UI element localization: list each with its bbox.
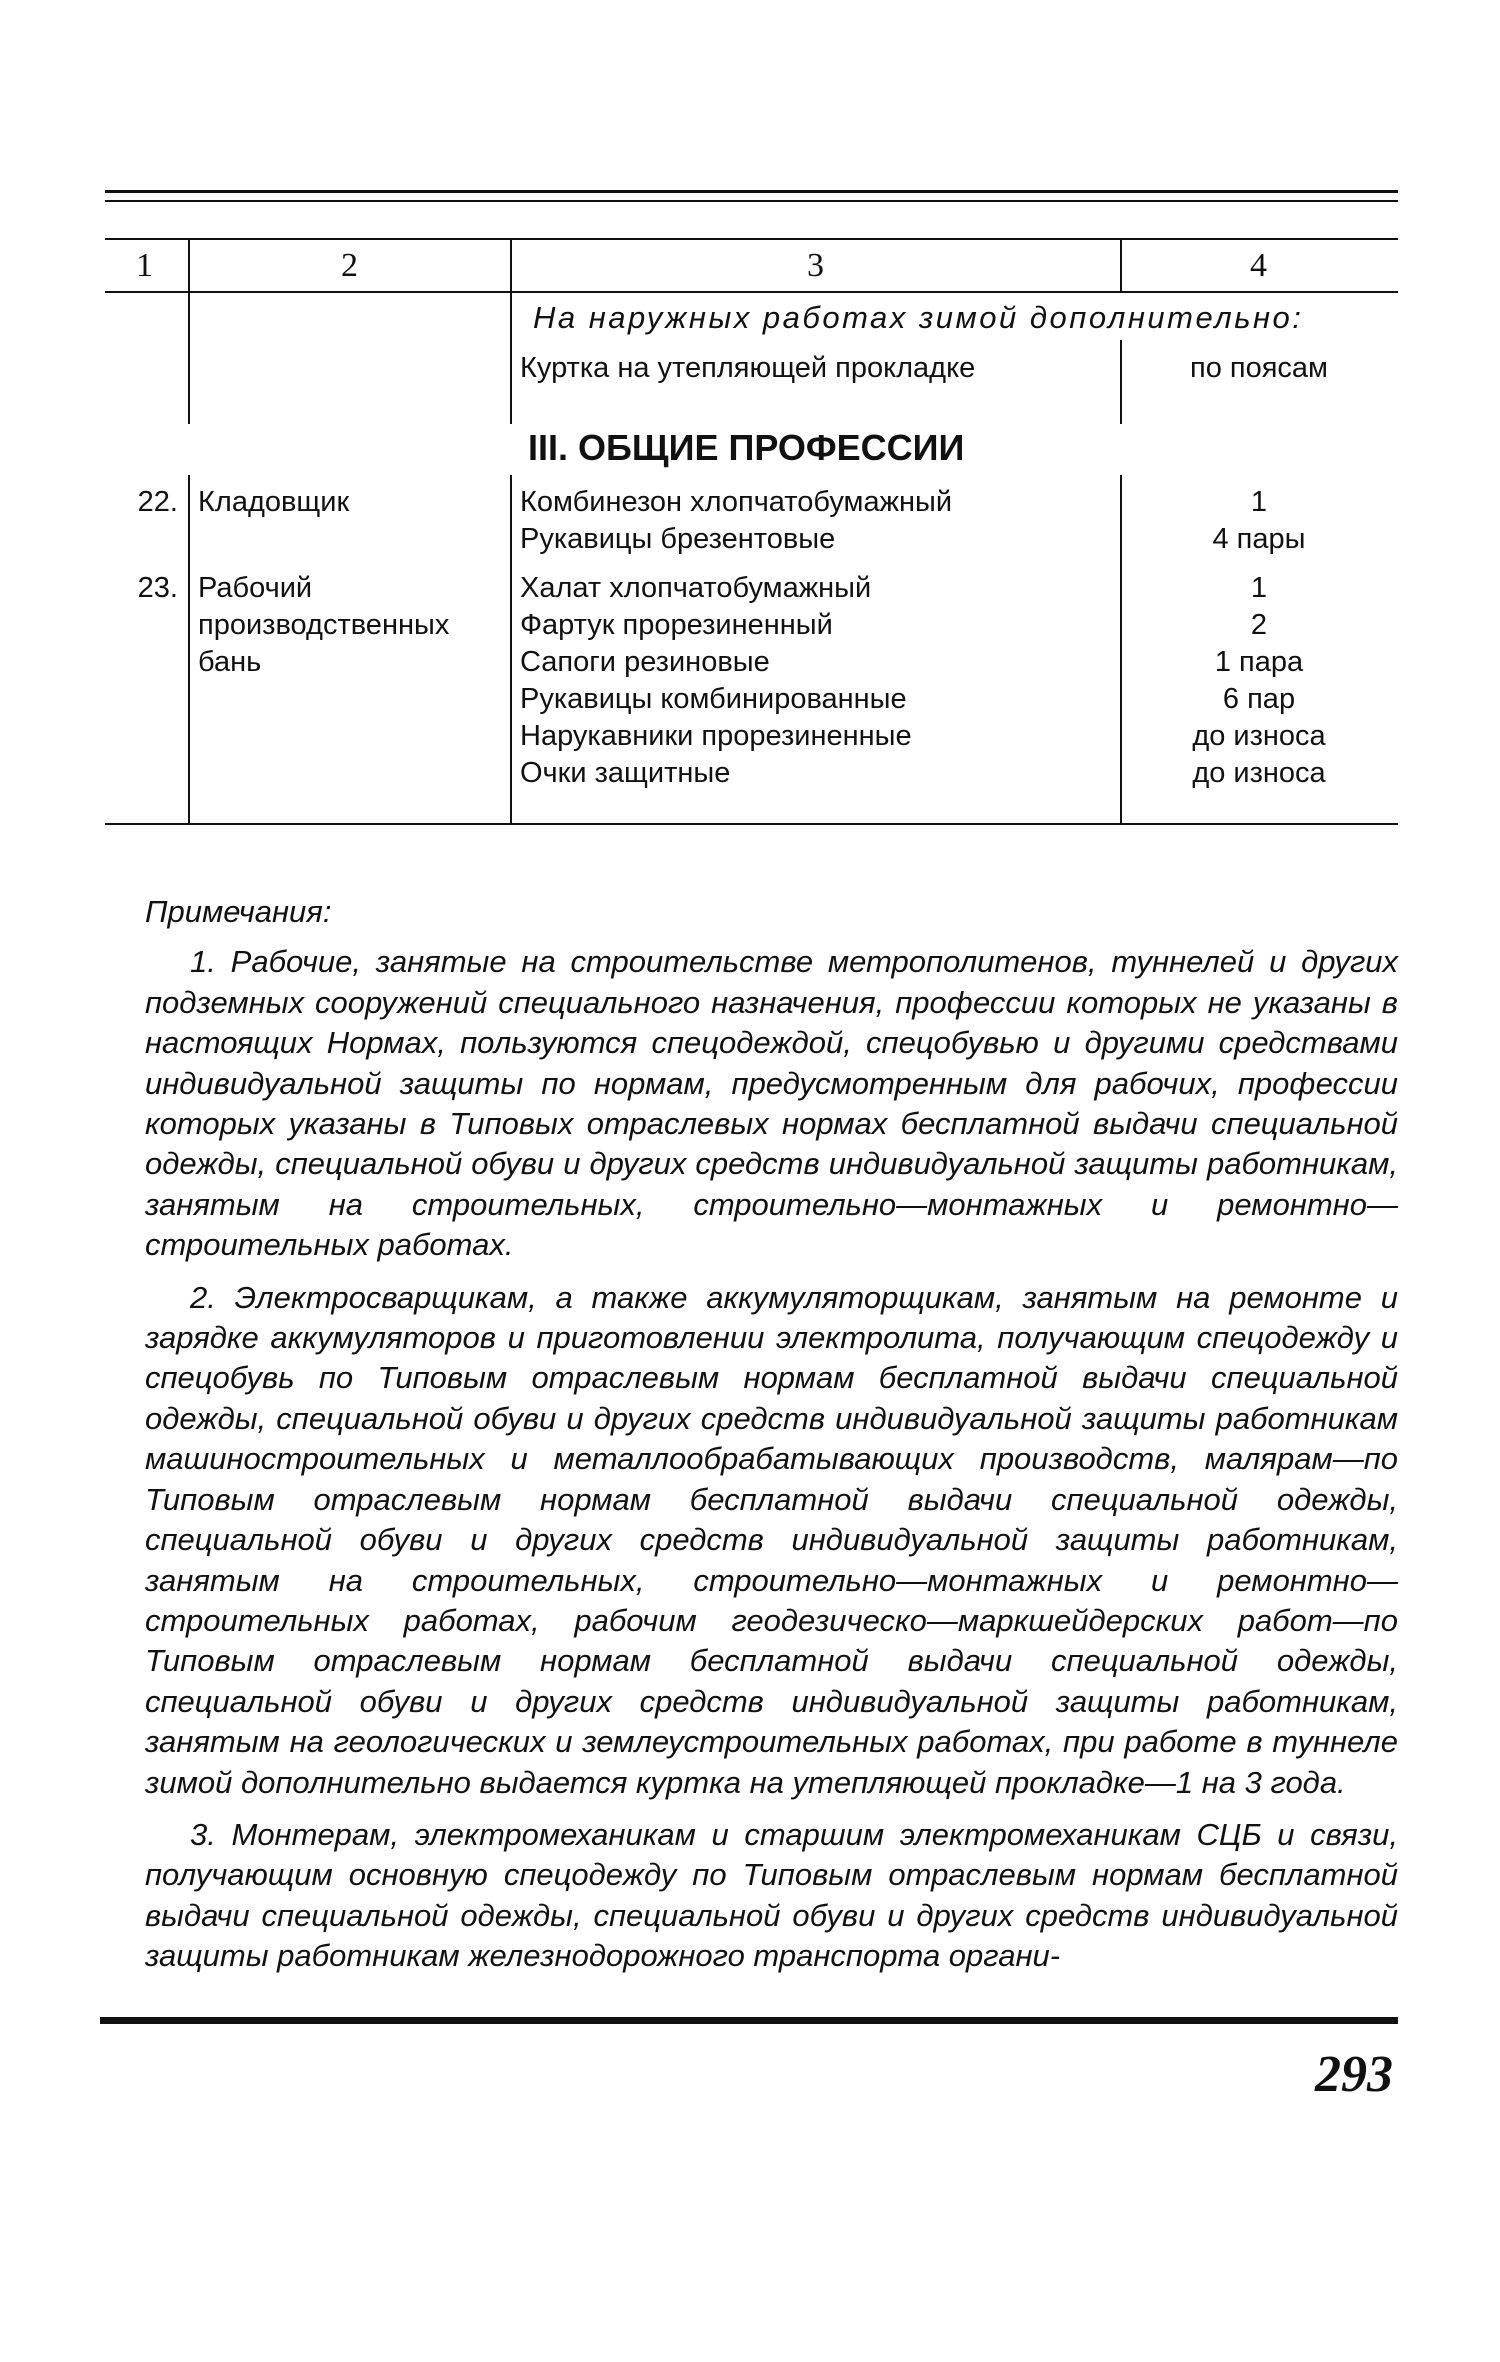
row-item-name: Нарукавники прорезиненные <box>520 720 912 752</box>
winter-note: На наружных работах зимой дополнительно: <box>533 300 1304 335</box>
row-item-qty: 1 пара <box>1214 646 1304 678</box>
winter-item-qty: по поясам <box>1190 352 1328 384</box>
row-item-qty: до износа <box>1192 720 1326 752</box>
header-col-1: 1 <box>136 247 153 284</box>
row-item-name: Рукавицы брезентовые <box>520 523 836 555</box>
header-col-2: 2 <box>341 247 358 284</box>
row-profession: Рабочий <box>198 572 313 604</box>
row-item-name: Комбинезон хлопчатобумажный <box>520 486 953 518</box>
col-divider-2a <box>510 238 512 424</box>
header-col-3: 3 <box>807 247 824 284</box>
bottom-rule <box>100 2017 1398 2024</box>
table-header-bottom-line <box>105 291 1398 293</box>
row-profession: производственных <box>198 609 450 641</box>
page-number: 293 <box>1315 2046 1393 2103</box>
notes-section <box>145 892 1398 1989</box>
row-item-qty: 4 пары <box>1212 523 1306 555</box>
notes-title: Примечания: <box>145 894 332 929</box>
row-number: 22. <box>137 486 178 518</box>
row-profession: Кладовщик <box>198 486 350 518</box>
top-rule <box>105 190 1398 193</box>
row-item-name: Рукавицы комбинированные <box>520 683 907 715</box>
row-item-name: Сапоги резиновые <box>520 646 770 678</box>
row-item-name: Халат хлопчатобумажный <box>520 572 872 604</box>
row-number: 23. <box>137 572 178 604</box>
row-item-qty: 6 пар <box>1222 683 1296 715</box>
row-item-qty: 2 <box>1250 609 1268 641</box>
note-paragraph: 3. Монтерам, электромеханикам и старшим электромеханикам СЦБ и связи, получающим основную спецодежду по Типовым отраслевым нормам бесплатной выдачи специальной одежды, специальной обуви и других средств индивидуальной защиты работникам железнодорожного транспорта органи- <box>145 1816 1398 1974</box>
note-paragraph: 1. Рабочие, занятые на строительстве метрополитенов, туннелей и других подземных сооружений специального назначения, профессии которых не указаны в настоящих Нормах, пользуются спецодеждой, спецобувью и другими средствами индивидуальной защиты по нормам, предусмотренным для рабочих, профессии которых указаны в Типовых отраслевых нормах бесплатной выдачи специальной одежды, специальной обуви и других средств индивидуальной защиты работникам, занятым на строительных, строительно—монтажных и ремонтно—строительных работах. <box>145 944 1398 1263</box>
row-item-name: Очки защитные <box>520 757 731 789</box>
header-col-4: 4 <box>1250 247 1267 284</box>
top-rule-thin <box>105 200 1398 202</box>
table-header-top-line <box>105 238 1398 240</box>
row-item-qty: 1 <box>1250 572 1268 604</box>
winter-item-name: Куртка на утепляющей прокладке <box>520 352 976 384</box>
col-divider-3a <box>1120 238 1122 293</box>
col-divider-1b <box>188 475 190 824</box>
row-item-qty: до износа <box>1192 757 1326 789</box>
col-divider-2b <box>510 475 512 824</box>
col-divider-1a <box>188 238 190 424</box>
row-item-qty: 1 <box>1250 486 1268 518</box>
row-profession: бань <box>198 646 262 678</box>
note-paragraph: 2. Электросварщикам, а также аккумуляторщикам, занятым на ремонте и зарядке аккумуляторов и приготовлении электролита, получающим спецодежду и спецобувь по Типовым отраслевым нормам бесплатной выдачи специальной одежды, специальной обуви и других средств индивидуальной защиты работникам машиностроительных и металлообрабатывающих производств, малярам—по Типовым отраслевым нормам бесплатной выдачи специальной одежды, специальной обуви и других средств индивидуальной защиты работникам, занятым на строительных, строительно—монтажных и ремонтно—строительных работах, рабочим геодезическо—маркшейдерских работ—по Типовым отраслевым нормам бесплатной выдачи специальной одежды, специальной обуви и других средств индивидуальной защиты работникам, занятым на геологических и землеустроительных работах, при работе в туннеле зимой дополнительно выдается куртка на утепляющей прокладке—1 на 3 года. <box>145 1279 1398 1800</box>
row-item-name: Фартук прорезиненный <box>520 609 833 641</box>
table-bottom-line <box>105 823 1398 825</box>
section-title: III. ОБЩИЕ ПРОФЕССИИ <box>528 427 965 468</box>
